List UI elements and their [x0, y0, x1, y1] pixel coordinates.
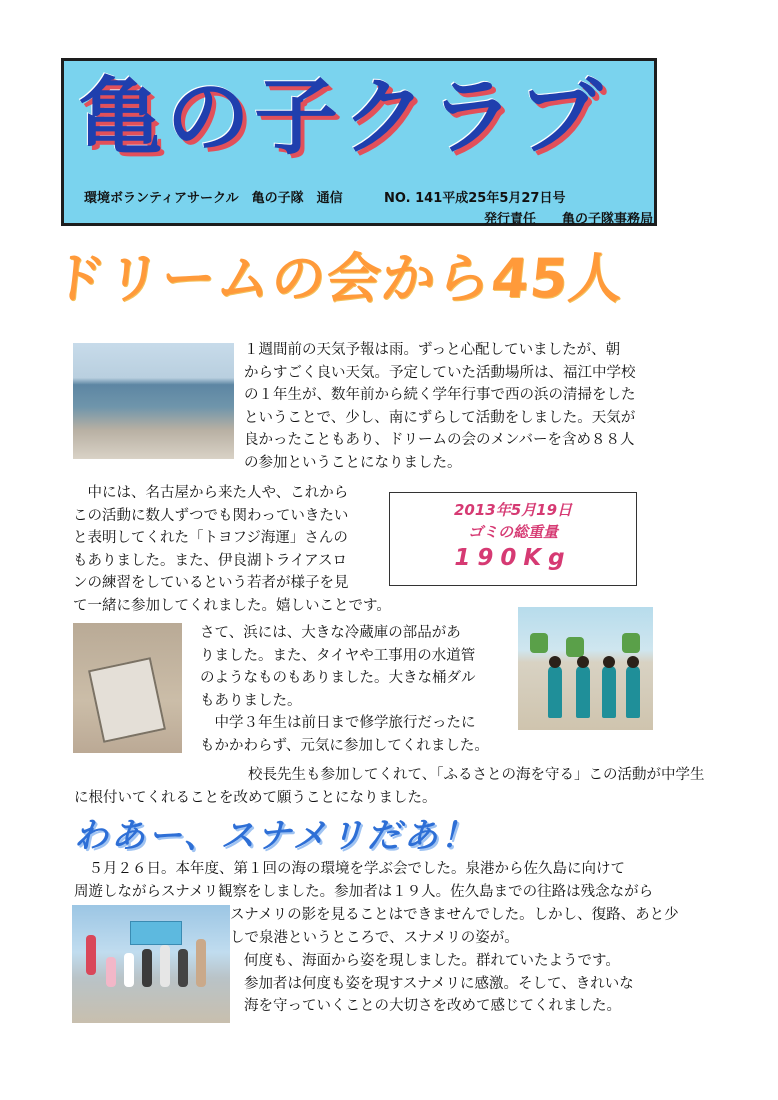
text-line: もありました。また、伊良湖トライアスロ	[73, 552, 348, 569]
text-line: の１年生が、数年前から続く学年行事で西の浜の清掃をした	[244, 387, 636, 403]
total-weight-label: ゴミの総重量	[467, 523, 558, 541]
text-line: ５月２６日。本年度、第１回の海の環境を学ぶ会でした。泉港から佐久島に向けて	[74, 861, 625, 877]
text-line: ということで、少し、南にずらして活動をしました。天気が	[244, 409, 636, 426]
garbage-bag	[622, 633, 640, 653]
publisher: 発行責任 亀の子隊事務局	[484, 212, 654, 227]
text-line: 何度も、海面から姿を現しました。群れていたようです。	[244, 953, 620, 969]
text-line: て一緒に参加してくれました。嬉しいことです。	[73, 597, 391, 614]
text-line: さて、浜には、大きな冷蔵庫の部品があ	[200, 625, 461, 641]
issue-number: NO. 141平成25年5月27日号	[384, 191, 566, 206]
article1-headline: ドリームの会から45人	[48, 247, 628, 310]
masthead	[61, 58, 657, 226]
article2-paragraph-1	[74, 858, 653, 903]
text-line: しで泉港というところで、スナメリの姿が。	[230, 929, 519, 946]
text-line: １週間前の天気予報は雨。ずっと心配していましたが、朝	[244, 342, 621, 358]
student-figure	[548, 666, 562, 718]
person-figure	[196, 939, 206, 987]
person-figure	[86, 935, 96, 975]
person-figure	[106, 957, 116, 987]
beach-sea-photo	[73, 343, 234, 459]
text-line: この活動に数人ずつでも関わっていきたい	[73, 507, 349, 524]
article2-paragraph-3	[244, 950, 634, 1018]
text-line: からすごく良い天気。予定していた活動場所は、福江中学校	[244, 364, 636, 381]
article1-paragraph-4	[74, 764, 704, 809]
group-photo	[72, 905, 230, 1023]
text-line: りました。また、タイヤや工事用の水道管	[200, 647, 476, 664]
person-figure	[160, 945, 170, 987]
text-line: 周遊しながらスナメリ観察をしました。参加者は１９人。佐久島までの往路は残念ながら	[74, 883, 654, 900]
circle-name: 環境ボランティアサークル 亀の子隊 通信	[84, 191, 343, 206]
text-line: ンの練習をしているという若者が様子を見	[73, 575, 349, 591]
article1-paragraph-3	[200, 622, 489, 757]
students-photo	[518, 607, 653, 730]
article1-paragraph-2	[73, 482, 391, 617]
text-line: 中には、名古屋から来た人や、これから	[73, 485, 349, 501]
text-line: に根付いてくれることを改めて願うことになりました。	[74, 789, 437, 806]
student-figure	[602, 666, 616, 718]
student-figure	[626, 666, 640, 718]
text-line: の参加ということになりました。	[244, 454, 462, 471]
text-line: 校長先生も参加してくれて、「ふるさとの海を守る」この活動が中学生	[74, 767, 705, 783]
garbage-bag	[566, 637, 584, 657]
collection-date: 2013年5月19日	[453, 501, 573, 519]
text-line: 海を守っていくことの大切さを改めて感じてくれました。	[244, 998, 621, 1014]
text-line: 良かったこともあり、ドリームの会のメンバーを含め８８人	[244, 432, 635, 448]
garbage-bag	[530, 633, 548, 653]
person-figure	[124, 953, 134, 987]
text-line: と表明してくれた「トヨフジ海運」さんの	[73, 530, 348, 546]
article2-headline: わあー、スナメリだあ！	[74, 816, 478, 856]
fridge-part-photo	[73, 623, 182, 753]
text-line: 参加者は何度も姿を現すスナメリに感激。そして、きれいな	[244, 975, 634, 992]
person-figure	[178, 949, 188, 987]
text-line: もかかわらず、元気に参加してくれました。	[200, 737, 489, 754]
article2-paragraph-2	[230, 904, 679, 949]
text-line: 中学３年生は前日まで修学旅行だったに	[200, 715, 476, 731]
text-line: スナメリの影を見ることはできませんでした。しかし、復路、あと少	[230, 907, 679, 923]
group-banner	[130, 921, 182, 945]
article1-paragraph-1	[244, 339, 636, 474]
fridge-part-object	[88, 657, 166, 743]
masthead-title: 亀の子クラブ	[78, 68, 607, 166]
text-line: もありました。	[200, 692, 302, 709]
person-figure	[142, 949, 152, 987]
student-figure	[576, 666, 590, 718]
text-line: のようなものもありました。大きな桶ダル	[200, 670, 476, 686]
total-weight-value: 190Kg	[454, 545, 572, 571]
garbage-weight-box	[389, 492, 637, 586]
